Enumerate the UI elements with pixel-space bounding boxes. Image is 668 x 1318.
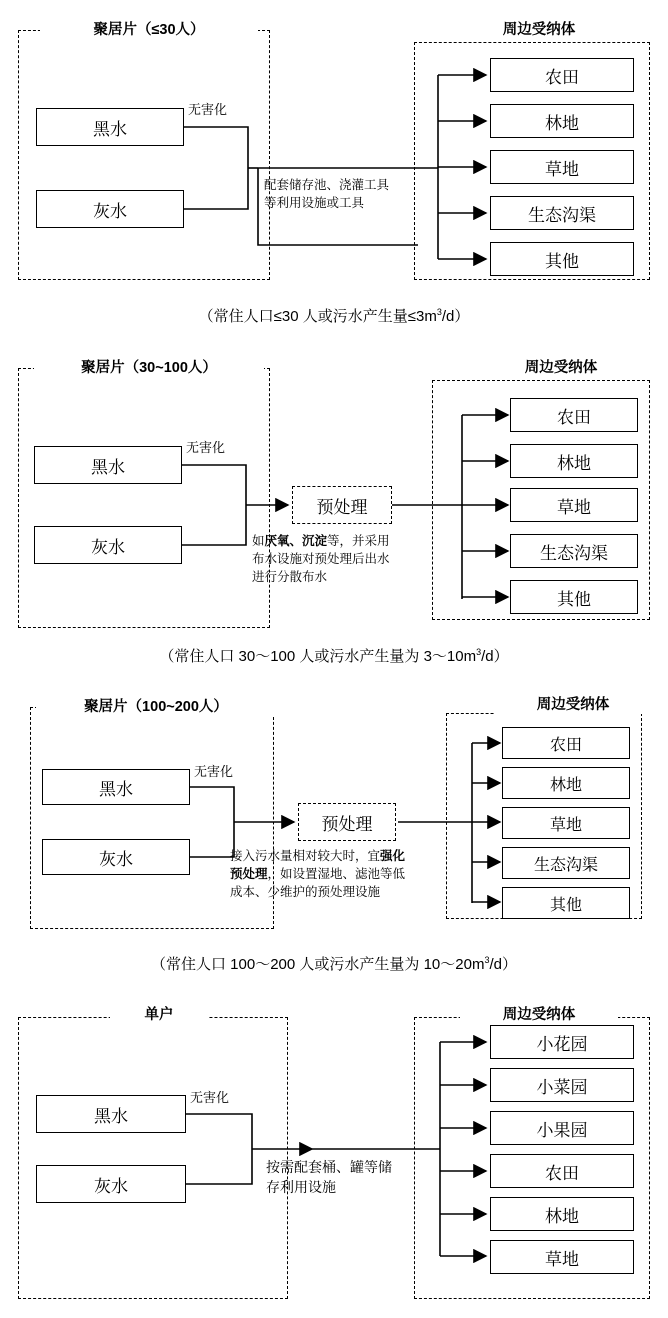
s2-caption-sup: 3 <box>476 647 482 657</box>
s1-right-group-title: 周边受纳体 <box>460 18 618 39</box>
s1-middle-note: 配套储存池、浇灌工具等利用设施或工具 <box>264 178 390 211</box>
s1-receptor-0: 农田 <box>490 58 634 92</box>
s2-process-note-0: 如 <box>252 534 265 548</box>
section-2 <box>0 340 668 675</box>
s2-process-note-1: 厌氧、沉淀 <box>264 534 328 548</box>
s2-process-box: 预处理 <box>292 486 392 524</box>
s2-receptor-4: 其他 <box>510 580 638 614</box>
s4-source-note: 无害化 <box>190 1090 230 1105</box>
section-3 <box>0 675 668 985</box>
s1-caption-sup: 3 <box>436 307 442 317</box>
s4-right-group-title: 周边受纳体 <box>460 1003 618 1024</box>
s3-receptor-2: 草地 <box>502 807 630 839</box>
s4-left-group-title: 单户 <box>110 1003 208 1024</box>
s1-source-greywater: 灰水 <box>36 190 184 228</box>
s3-caption <box>0 953 668 974</box>
s2-process-note <box>252 532 400 586</box>
s1-receptor-4: 其他 <box>490 242 634 276</box>
s3-receptor-3: 生态沟渠 <box>502 847 630 879</box>
s4-receptor-0: 小花园 <box>490 1025 634 1059</box>
s3-receptor-0: 农田 <box>502 727 630 759</box>
s3-process-note-2: ，如设置湿地、滤池等低成本、少维护的预处理设施 <box>230 867 406 900</box>
s3-receptor-1: 林地 <box>502 767 630 799</box>
s3-caption-sup: 3 <box>484 955 490 965</box>
s2-right-group-title: 周边受纳体 <box>482 356 640 377</box>
s1-receptor-3: 生态沟渠 <box>490 196 634 230</box>
s2-caption <box>0 645 668 666</box>
s1-caption-pre: （常住人口≤30 人或污水产生量≤3m <box>198 308 437 325</box>
s4-source-greywater: 灰水 <box>36 1165 186 1203</box>
s4-receptor-4: 林地 <box>490 1197 634 1231</box>
s1-caption-post: /d） <box>441 308 470 325</box>
s2-caption-post: /d） <box>481 648 509 665</box>
s2-receptor-3: 生态沟渠 <box>510 534 638 568</box>
s3-source-blackwater: 黑水 <box>42 769 190 805</box>
s4-receptor-2: 小果园 <box>490 1111 634 1145</box>
s4-source-blackwater: 黑水 <box>36 1095 186 1133</box>
s2-source-greywater: 灰水 <box>34 526 182 564</box>
s1-caption <box>0 305 668 326</box>
s4-receptor-1: 小菜园 <box>490 1068 634 1102</box>
s2-caption-pre: （常住人口 30～100 人或污水产生量为 3～10m <box>159 648 477 665</box>
s3-process-note-1: 强化预处理 <box>230 849 406 882</box>
s4-receptor-5: 草地 <box>490 1240 634 1274</box>
s1-left-group-title: 聚居片（≤30人） <box>40 18 258 39</box>
s2-receptor-2: 草地 <box>510 488 638 522</box>
s3-left-group-title: 聚居片（100~200人） <box>36 695 276 716</box>
s3-source-note: 无害化 <box>194 764 234 779</box>
s3-source-greywater: 灰水 <box>42 839 190 875</box>
s3-receptor-4: 其他 <box>502 887 630 919</box>
s3-process-note <box>230 847 410 901</box>
s1-receptor-1: 林地 <box>490 104 634 138</box>
s3-caption-pre: （常住人口 100～200 人或污水产生量为 10～20m <box>151 956 485 973</box>
s1-source-blackwater: 黑水 <box>36 108 184 146</box>
s2-receptor-1: 林地 <box>510 444 638 478</box>
s4-receptor-3: 农田 <box>490 1154 634 1188</box>
s2-source-note: 无害化 <box>186 440 226 455</box>
s4-middle-note: 按需配套桶、罐等储存利用设施 <box>266 1159 392 1196</box>
s2-receptor-0: 农田 <box>510 398 638 432</box>
s2-process-note-2: 等，并采用布水设施对预处理后出水进行分散布水 <box>252 534 390 585</box>
s1-receptor-2: 草地 <box>490 150 634 184</box>
s3-process-box: 预处理 <box>298 803 396 841</box>
section-1 <box>0 0 668 340</box>
s3-process-note-0: 接入污水量相对较大时，宜 <box>230 849 381 863</box>
s3-right-group-title: 周边受纳体 <box>494 693 652 714</box>
s2-source-blackwater: 黑水 <box>34 446 182 484</box>
s3-caption-post: /d） <box>489 956 517 973</box>
s1-source-note: 无害化 <box>188 102 228 117</box>
section-4 <box>0 985 668 1318</box>
s2-left-group-title: 聚居片（30~100人） <box>34 356 264 377</box>
